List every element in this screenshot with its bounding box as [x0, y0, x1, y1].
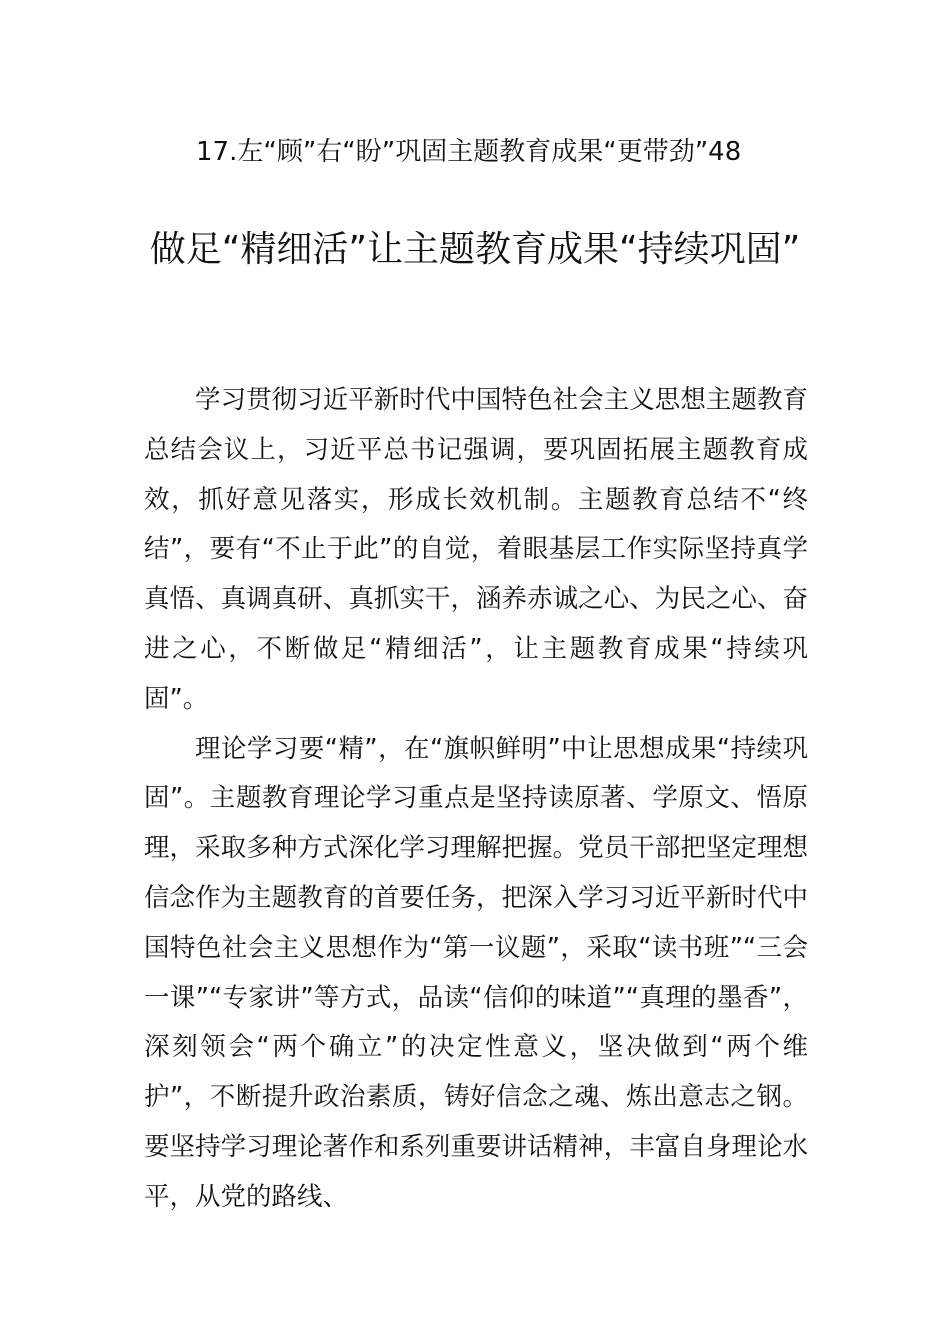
paragraph-2: 理论学习要“精”，在“旗帜鲜明”中让思想成果“持续巩固”。主题教育理论学习重点是坚持读原著、学原文、悟原理，采取多种方式深化学习理解把握。党员干部把坚定理想信念作为主题教育的首要任务，把深入学习习近平新时代中国特色社会主义思想作为“第一议题”，采取“读书班”“三会一课”“专家讲”等方式，品读“信仰的味道”“真理的墨香”，深刻领会“两个确立”的决定性意义，坚决做到“两个维护”，不断提升政治素质，铸好信念之魂、炼出意志之钢。要坚持学习理论著作和系列重要讲话精神，丰富自身理论水平，从党的路线、 [144, 733, 808, 1212]
paragraph-1: 学习贯彻习近平新时代中国特色社会主义思想主题教育总结会议上，习近平总书记强调，要巩固拓展主题教育成效，抓好意见落实，形成长效机制。主题教育总结不“终结”，要有“不止于此”的自觉，着眼基层工作实际坚持真学真悟、真调真研、真抓实干，涵养赤诚之心、为民之心、奋进之心，不断做足“精细活”，让主题教育成果“持续巩固”。 [144, 385, 808, 714]
article-body [144, 376, 808, 1223]
toc-entry[interactable]: 17.左“顾”右“盼”巩固主题教育成果“更带劲”48 [196, 137, 742, 167]
article-title: 做足“精细活”让主题教育成果“持续巩固” [149, 229, 801, 270]
